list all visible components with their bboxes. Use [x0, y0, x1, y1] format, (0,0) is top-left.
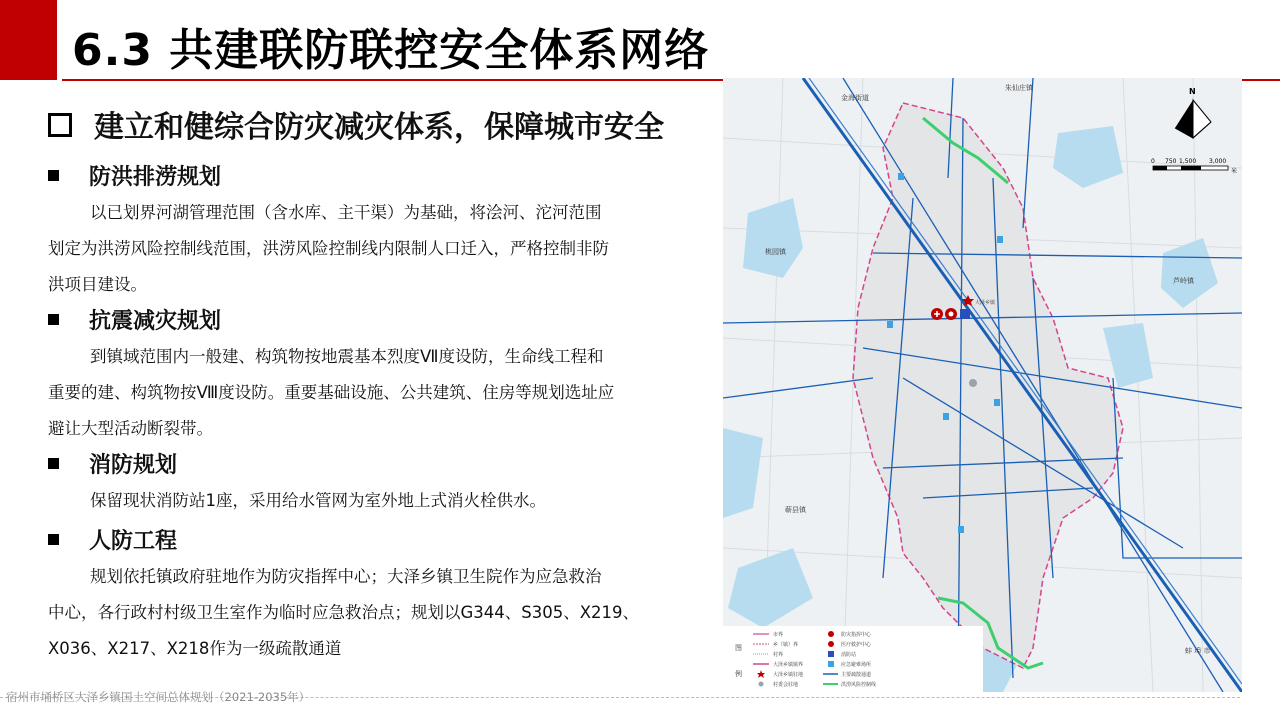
paragraph-line: 重要的建、构筑物按Ⅷ度设防。重要基础设施、公共建筑、住房等规划选址应 — [48, 383, 615, 402]
footer-caption: 宿州市埇桥区大泽乡镇国土空间总体规划（2021-2035年） — [6, 690, 311, 704]
svg-text:N: N — [1189, 87, 1196, 96]
paragraph-line: 中心，各行政村村级卫生室作为临时应急救治点；规划以G344、S305、X219、 — [48, 603, 640, 622]
medical-center-marker — [945, 308, 957, 320]
svg-text:村委会驻地: 村委会驻地 — [773, 682, 799, 688]
square-bullet-icon — [48, 534, 59, 545]
svg-text:例: 例 — [735, 670, 742, 678]
svg-text:乡（镇）界: 乡（镇）界 — [773, 642, 799, 648]
svg-text:医疗救护中心: 医疗救护中心 — [841, 642, 872, 648]
svg-text:村界: 村界 — [773, 652, 784, 658]
village-marker — [969, 379, 977, 387]
square-bullet-icon — [48, 170, 59, 181]
paragraph-line: X036、X217、X218作为一级疏散通道 — [48, 639, 342, 658]
command-center-marker — [931, 308, 943, 320]
place-label: 金海街道 — [841, 94, 869, 102]
section-heading: 抗震减灾规划 — [89, 309, 222, 334]
svg-text:1,500: 1,500 — [1179, 158, 1197, 165]
svg-text:大泽乡镇镇界: 大泽乡镇镇界 — [773, 662, 804, 668]
svg-text:0: 0 — [1151, 158, 1155, 165]
page-title: 6.3 共建联防联控安全体系网络 — [72, 25, 710, 76]
place-label: 蕲县镇 — [785, 506, 806, 514]
place-label: 芦岭镇 — [1173, 277, 1194, 285]
section-heading: 防洪排涝规划 — [89, 165, 222, 190]
subheading-text: 建立和健综合防灾减灾体系，保障城市安全 — [94, 110, 664, 145]
section-flood-control — [48, 163, 708, 303]
place-label: 蚌 埠 市 — [1185, 647, 1211, 655]
place-label: 桃园镇 — [765, 248, 786, 256]
svg-text:应急避难场所: 应急避难场所 — [841, 662, 872, 668]
svg-text:米: 米 — [1231, 168, 1238, 175]
section-earthquake — [48, 307, 708, 447]
svg-text:3,000: 3,000 — [1209, 158, 1227, 165]
subheading — [48, 102, 664, 146]
section-heading: 人防工程 — [89, 529, 178, 554]
svg-text:消防站: 消防站 — [841, 652, 857, 658]
svg-text:主要疏散通道: 主要疏散通道 — [841, 672, 872, 678]
svg-text:洪涝风险控制线: 洪涝风险控制线 — [841, 682, 877, 688]
paragraph-line: 规划依托镇政府驻地作为防灾指挥中心；大泽乡镇卫生院作为应急救治 — [90, 567, 602, 586]
disaster-prevention-map — [723, 78, 1242, 692]
title-accent-block — [0, 0, 57, 80]
map-legend — [723, 626, 983, 692]
svg-text:防灾指挥中心: 防灾指挥中心 — [841, 632, 872, 638]
paragraph-line: 划定为洪涝风险控制线范围，洪涝风险控制线内限制人口迁入，严格控制非防 — [48, 239, 609, 258]
paragraph-line: 以已划界河湖管理范围（含水库、主干渠）为基础，将浍河、沱河范围 — [90, 203, 602, 222]
section-civil-defense — [48, 527, 708, 667]
svg-text:图: 图 — [735, 644, 742, 652]
hollow-square-bullet-icon — [48, 113, 72, 137]
place-label: 大泽乡镇 — [975, 300, 996, 306]
fire-station-marker — [960, 309, 970, 319]
paragraph-line: 到镇域范围内一般建、构筑物按地震基本烈度Ⅶ度设防，生命线工程和 — [90, 347, 604, 366]
square-bullet-icon — [48, 458, 59, 469]
place-label: 朱仙庄镇 — [1005, 84, 1033, 92]
paragraph-line: 保留现状消防站1座，采用给水管网为室外地上式消火栓供水。 — [90, 491, 546, 510]
paragraph-line: 避让大型活动断裂带。 — [48, 419, 213, 438]
section-heading: 消防规划 — [89, 453, 178, 478]
paragraph-line: 洪项目建设。 — [48, 275, 147, 294]
section-fire-protection — [48, 451, 708, 519]
square-bullet-icon — [48, 314, 59, 325]
svg-text:750: 750 — [1165, 158, 1177, 165]
svg-text:市界: 市界 — [773, 632, 784, 638]
svg-text:大泽乡镇驻地: 大泽乡镇驻地 — [773, 672, 804, 678]
